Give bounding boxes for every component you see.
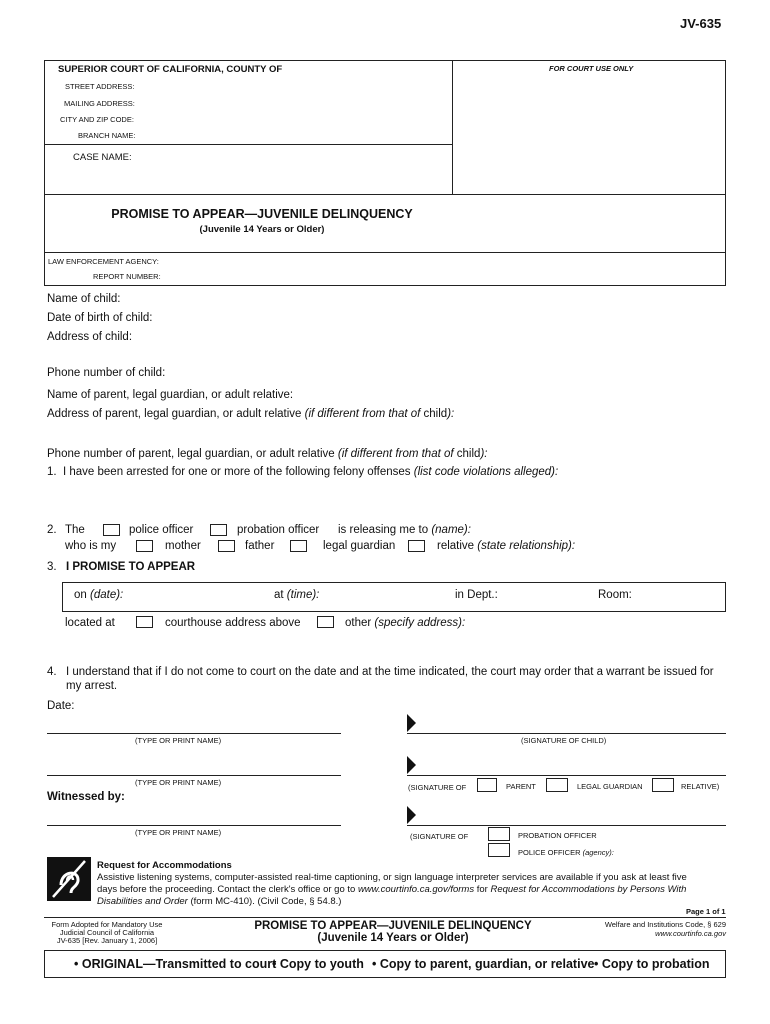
relative-field[interactable]: relative (state relationship):	[437, 540, 576, 552]
accommodations-line2: days before the proceeding. Contact the clerk's office or go to www.courtinfo.ca.gov/forms for Request for Accommodations by Persons With	[97, 884, 687, 895]
court-use-divider	[452, 60, 453, 194]
father-checkbox[interactable]	[218, 540, 235, 552]
form-revision: JV-635 [Rev. January 1, 2006]	[56, 936, 158, 945]
legal-guardian-checkbox[interactable]	[290, 540, 307, 552]
item-3-num: 3.	[47, 561, 57, 573]
legal-guardian-sig-checkbox[interactable]	[546, 778, 568, 792]
witness-name-line[interactable]	[47, 825, 341, 826]
item-2-num: 2.	[47, 524, 57, 536]
distribution-probation: • Copy to probation	[594, 957, 710, 971]
type-print-name-3: (TYPE OR PRINT NAME)	[135, 828, 222, 837]
distribution-original: • ORIGINAL—Transmitted to court	[74, 957, 277, 971]
branch-label: BRANCH NAME:	[78, 131, 136, 140]
legal-guardian-sig-label: LEGAL GUARDIAN	[577, 782, 643, 791]
who-is-my-label: who is my	[65, 540, 117, 552]
police-officer-checkbox[interactable]	[103, 524, 120, 536]
witnessed-by-label: Witnessed by:	[47, 791, 125, 803]
parent-name-field[interactable]: Name of parent, legal guardian, or adult relative:	[47, 389, 294, 401]
parent-signature-line[interactable]	[407, 775, 726, 776]
dept-field[interactable]: in Dept.:	[455, 589, 498, 601]
accommodations-title: Request for Accommodations	[97, 860, 232, 871]
parent-phone-field[interactable]: Phone number of parent, legal guardian, or adult relative (if different from that of child):	[47, 448, 488, 460]
witness-signature-line[interactable]	[407, 825, 726, 826]
footer-title: PROMISE TO APPEAR—JUVENILE DELINQUENCY	[254, 920, 532, 932]
father-label: father	[245, 540, 275, 552]
report-label: REPORT NUMBER:	[93, 272, 161, 281]
sig-of-label-1: (SIGNATURE OF	[408, 783, 467, 792]
child-name-field[interactable]: Name of child:	[47, 293, 121, 305]
sig-child-label: (SIGNATURE OF CHILD)	[521, 736, 607, 745]
form-subtitle: (Juvenile 14 Years or Older)	[199, 224, 325, 235]
probation-officer-sig-checkbox[interactable]	[488, 827, 510, 841]
type-print-name-2: (TYPE OR PRINT NAME)	[135, 778, 222, 787]
child-phone-field[interactable]: Phone number of child:	[47, 367, 166, 379]
code-reference: Welfare and Institutions Code, § 629	[604, 920, 726, 929]
footer-divider	[44, 917, 726, 918]
releasing-to-field[interactable]: is releasing me to (name):	[338, 524, 471, 536]
forms-link[interactable]: www.courtinfo.ca.gov/forms	[357, 884, 475, 895]
promise-heading: I PROMISE TO APPEAR	[66, 561, 196, 573]
courthouse-address-checkbox[interactable]	[136, 616, 153, 628]
mother-checkbox[interactable]	[136, 540, 153, 552]
title-top-divider	[44, 194, 726, 195]
judicial-council: Judicial Council of California	[59, 928, 155, 937]
arrow-icon	[407, 714, 416, 732]
relative-sig-checkbox[interactable]	[652, 778, 674, 792]
distribution-youth: • Copy to youth	[272, 957, 364, 971]
other-address-field[interactable]: other (specify address):	[345, 617, 466, 629]
date-field[interactable]: on (date):	[74, 589, 124, 601]
distribution-parent: • Copy to parent, guardian, or relative	[372, 957, 595, 971]
courtinfo-url[interactable]: www.courtinfo.ca.gov	[655, 929, 726, 938]
police-officer-sig-checkbox[interactable]	[488, 843, 510, 857]
sig-of-label-2: (SIGNATURE OF	[410, 832, 469, 841]
located-at-label: located at	[65, 617, 115, 629]
police-officer-label: police officer	[129, 524, 194, 536]
courthouse-address-label: courthouse address above	[165, 617, 301, 629]
probation-officer-checkbox[interactable]	[210, 524, 227, 536]
case-name-label: CASE NAME:	[73, 152, 132, 163]
agency-label: LAW ENFORCEMENT AGENCY:	[48, 257, 159, 266]
accommodations-line3: Disabilities and Order (form MC-410). (Civil Code, § 54.8.)	[97, 896, 342, 907]
arrow-icon	[407, 806, 416, 824]
court-label: SUPERIOR COURT OF CALIFORNIA, COUNTY OF	[58, 64, 283, 75]
form-title: PROMISE TO APPEAR—JUVENILE DELINQUENCY	[111, 207, 413, 221]
room-field[interactable]: Room:	[598, 589, 632, 601]
caption-divider	[44, 144, 452, 145]
mailing-label: MAILING ADDRESS:	[64, 99, 135, 108]
footer-subtitle: (Juvenile 14 Years or Older)	[317, 932, 469, 944]
form-adopted: Form Adopted for Mandatory Use	[51, 920, 163, 929]
accommodations-line1: Assistive listening systems, computer-assisted real-time captioning, or sign language interpreter services are available if you ask at least five	[97, 872, 687, 883]
child-address-field[interactable]: Address of child:	[47, 331, 133, 343]
item-2-the: The	[65, 524, 85, 536]
parent-checkbox[interactable]	[477, 778, 497, 792]
street-label: STREET ADDRESS:	[65, 82, 135, 91]
court-use-label: FOR COURT USE ONLY	[549, 64, 634, 73]
child-dob-field[interactable]: Date of birth of child:	[47, 312, 153, 324]
item-1[interactable]: 1. I have been arrested for one or more of the following felony offenses (list code violations alleged):	[47, 466, 559, 478]
parent-address-field[interactable]: Address of parent, legal guardian, or adult relative (if different from that of child):	[47, 408, 455, 420]
parent-label: PARENT	[506, 782, 536, 791]
time-field[interactable]: at (time):	[274, 589, 320, 601]
police-officer-sig-field[interactable]: POLICE OFFICER (agency):	[518, 848, 614, 857]
relative-sig-label: RELATIVE)	[681, 782, 720, 791]
other-address-checkbox[interactable]	[317, 616, 334, 628]
child-name-line[interactable]	[47, 733, 341, 734]
city-label: CITY AND ZIP CODE:	[60, 115, 134, 124]
title-bottom-divider	[44, 252, 726, 253]
type-print-name-1: (TYPE OR PRINT NAME)	[135, 736, 222, 745]
assistive-listening-icon	[47, 857, 91, 901]
page-number: Page 1 of 1	[686, 907, 726, 916]
probation-officer-sig-label: PROBATION OFFICER	[518, 831, 597, 840]
relative-checkbox[interactable]	[408, 540, 425, 552]
date-signature-field[interactable]: Date:	[47, 700, 75, 712]
item-4-num: 4.	[47, 666, 57, 678]
item-4-line1: I understand that if I do not come to court on the date and at the time indicated, the court may order that a warrant be issued for	[66, 666, 714, 678]
item-4-line2: my arrest.	[66, 680, 118, 692]
form-number: JV-635	[680, 16, 722, 31]
mother-label: mother	[165, 540, 201, 552]
probation-officer-label: probation officer	[237, 524, 320, 536]
child-signature-line[interactable]	[407, 733, 726, 734]
parent-name-line[interactable]	[47, 775, 341, 776]
legal-guardian-label: legal guardian	[323, 540, 396, 552]
arrow-icon	[407, 756, 416, 774]
